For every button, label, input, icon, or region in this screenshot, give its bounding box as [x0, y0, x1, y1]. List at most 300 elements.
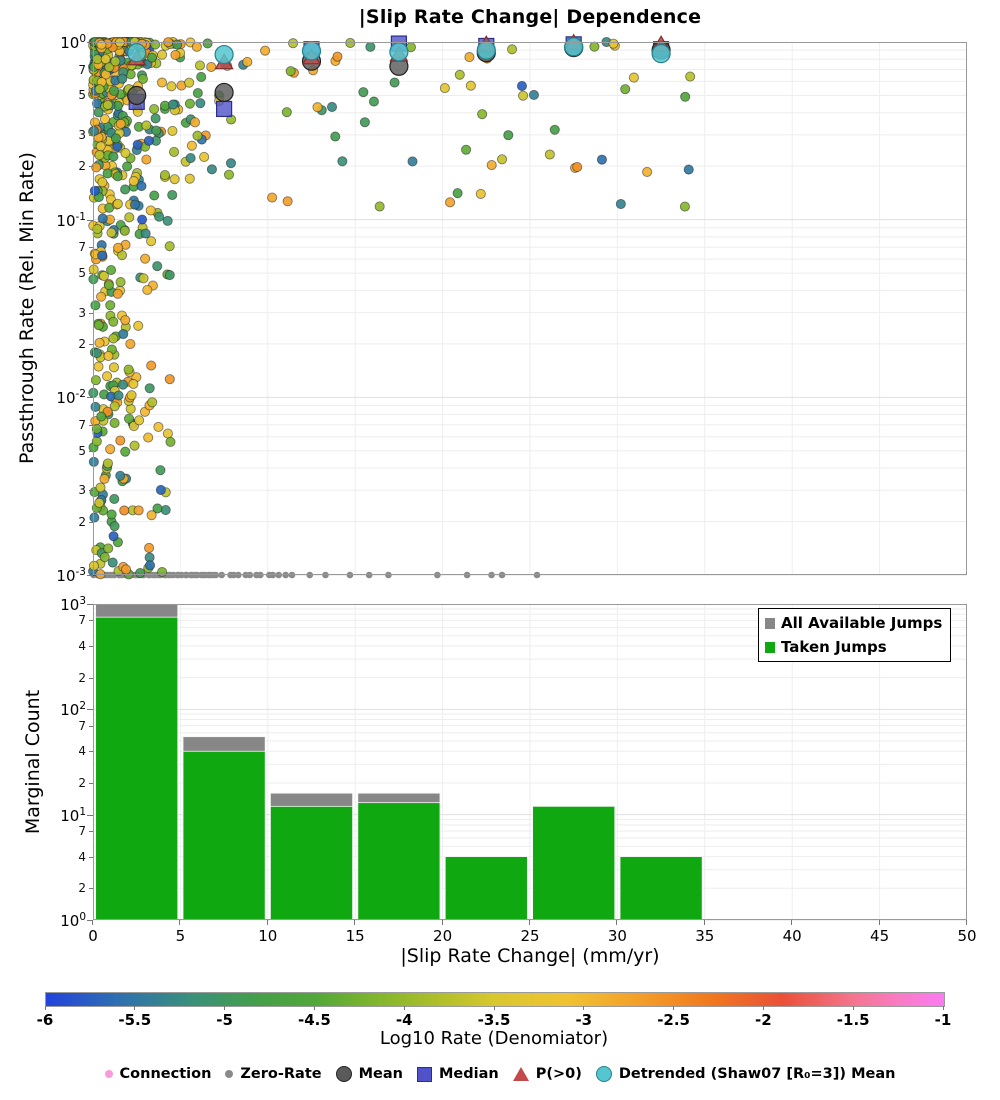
- scatter-point: [157, 78, 166, 87]
- scatter-point: [141, 229, 150, 238]
- scatter-point: [95, 85, 104, 94]
- scatter-point: [94, 108, 103, 117]
- scatter-point: [95, 338, 104, 347]
- scatter-point: [109, 86, 118, 95]
- scatter-point: [109, 532, 118, 541]
- scatter-point: [203, 39, 212, 48]
- colorbar-label: Log10 Rate (Denomiator): [379, 1028, 609, 1049]
- scatter-point: [680, 202, 689, 211]
- x-tick-mark: [92, 920, 93, 925]
- scatter-point: [141, 254, 150, 263]
- scatter-point: [134, 321, 143, 330]
- x-tick-mark: [354, 920, 355, 925]
- bar-taken: [270, 806, 352, 920]
- scatter-point: [113, 199, 122, 208]
- scatter-point: [186, 153, 195, 162]
- scatter-point: [573, 162, 582, 171]
- colorbar-tick-mark: [673, 1006, 674, 1010]
- bar-taken: [96, 617, 178, 920]
- detrended-marker-icon: [215, 46, 233, 64]
- scatter-point: [161, 505, 170, 514]
- scatter-point: [127, 391, 136, 400]
- scatter-point: [91, 301, 100, 310]
- scatter-point: [139, 274, 148, 283]
- y-tick-mark: [89, 857, 93, 858]
- scatter-point: [156, 485, 165, 494]
- scatter-point: [143, 285, 152, 294]
- scatter-point: [359, 88, 368, 97]
- median-square-icon: [417, 1067, 432, 1082]
- scatter-point: [150, 104, 159, 113]
- scatter-point: [165, 375, 174, 384]
- scatter-point: [133, 140, 142, 149]
- scatter-point: [288, 39, 297, 48]
- scatter-point: [497, 155, 506, 164]
- scatter-point: [158, 50, 167, 59]
- bar-taken: [183, 751, 265, 920]
- scatter-point: [119, 329, 128, 338]
- p-gt0-triangle-icon: [513, 1067, 529, 1081]
- scatter-point: [142, 121, 151, 130]
- scatter-point: [643, 167, 652, 176]
- scatter-point: [116, 277, 125, 286]
- scatter-point: [466, 81, 475, 90]
- y-tick-mark: [89, 646, 93, 647]
- colorbar-tick-mark: [134, 1006, 135, 1010]
- scatter-point: [597, 155, 606, 164]
- scatter-point: [550, 125, 559, 134]
- mean-circle-icon: [336, 1066, 352, 1082]
- y-tick-label: $10^{-3}$: [56, 566, 86, 585]
- y-tick-mark: [89, 678, 93, 679]
- x-tick-mark: [879, 920, 880, 925]
- scatter-point: [616, 199, 625, 208]
- scatter-point: [109, 334, 118, 343]
- scatter-point: [168, 126, 177, 135]
- scatter-point: [147, 511, 156, 520]
- colorbar-tick-label: -5.5: [118, 1011, 152, 1029]
- figure-legend-item: [225, 1066, 321, 1082]
- scatter-point: [144, 136, 153, 145]
- figure-legend-label: Detrended (Shaw07 [R₀=3]) Mean: [618, 1066, 896, 1082]
- scatter-point: [375, 202, 384, 211]
- mean-marker-icon: [128, 86, 146, 104]
- scatter-point: [111, 134, 120, 143]
- y-tick-label: 2: [78, 670, 86, 685]
- y-tick-mark: [87, 815, 93, 816]
- y-tick-label: 2: [78, 159, 86, 174]
- scatter-point: [123, 162, 132, 171]
- scatter-point: [207, 62, 216, 71]
- y-tick-mark: [87, 397, 93, 398]
- scatter-point: [369, 97, 378, 106]
- y-tick-mark: [89, 490, 93, 491]
- scatter-point: [100, 474, 109, 483]
- scatter-point: [476, 189, 485, 198]
- scatter-point: [101, 55, 110, 64]
- scatter-point: [200, 152, 209, 161]
- colorbar-tick-mark: [314, 1006, 315, 1010]
- scatter-point: [150, 191, 159, 200]
- scatter-point: [366, 42, 375, 51]
- colorbar: [45, 992, 945, 1007]
- y-tick-label: 7: [78, 718, 86, 733]
- scatter-point: [91, 376, 100, 385]
- scatter-point: [165, 242, 174, 251]
- y-tick-label: $10^1$: [60, 805, 86, 825]
- median-marker-icon: [217, 101, 232, 116]
- scatter-point: [113, 142, 122, 151]
- scatter-point: [440, 83, 449, 92]
- y-tick-label: $10^3$: [60, 595, 86, 614]
- scatter-point: [103, 100, 112, 109]
- scatter-point: [165, 271, 174, 280]
- scatter-panel: [93, 42, 967, 575]
- scatter-point: [268, 193, 277, 202]
- y-tick-label: $10^0$: [60, 33, 86, 52]
- scatter-point: [145, 561, 154, 570]
- colorbar-tick-label: -5: [216, 1011, 233, 1029]
- bar-taken: [445, 857, 527, 920]
- scatter-point: [113, 172, 122, 181]
- scatter-point: [243, 57, 252, 66]
- scatter-point: [453, 189, 462, 198]
- y-tick-label: 3: [78, 127, 86, 142]
- scatter-point: [144, 433, 153, 442]
- chart-title: |Slip Rate Change| Dependence: [358, 6, 702, 28]
- scatter-point: [168, 190, 177, 199]
- scatter-point: [98, 251, 107, 260]
- x-tick-label: 45: [870, 927, 890, 945]
- y-tick-mark: [89, 135, 93, 136]
- scatter-point: [121, 447, 130, 456]
- colorbar-tick-mark: [583, 1006, 584, 1010]
- scatter-point: [621, 85, 630, 94]
- scatter-point: [185, 78, 194, 87]
- scatter-point: [207, 165, 216, 174]
- y-tick-mark: [87, 709, 93, 710]
- scatter-point: [156, 466, 165, 475]
- scatter-point: [146, 206, 155, 215]
- scatter-point: [147, 361, 156, 370]
- scatter-point: [109, 363, 118, 372]
- scatter-point: [185, 99, 194, 108]
- scatter-point: [129, 379, 138, 388]
- scatter-point: [98, 178, 107, 187]
- scatter-point: [116, 471, 125, 480]
- scatter-point: [338, 157, 347, 166]
- scatter-point: [286, 67, 295, 76]
- detrended-circle-icon: [596, 1066, 612, 1082]
- y-tick-label: 5: [78, 443, 86, 458]
- colorbar-tick-label: -4: [395, 1011, 413, 1029]
- scatter-point: [126, 339, 135, 348]
- scatter-point: [108, 558, 117, 567]
- scatter-point: [147, 53, 156, 62]
- scatter-point: [160, 170, 169, 179]
- scatter-point: [545, 150, 554, 159]
- colorbar-tick-label: -2.5: [657, 1011, 690, 1029]
- y-tick-label: 7: [78, 240, 86, 255]
- y-tick-label: 3: [78, 305, 86, 320]
- x-tick-label: 0: [88, 927, 98, 945]
- scatter-point: [130, 200, 139, 209]
- scatter-point: [465, 52, 474, 61]
- scatter-data-group: [88, 35, 694, 579]
- figure-legend-item: [105, 1066, 212, 1082]
- colorbar-tick-label: -4.5: [297, 1011, 331, 1029]
- scatter-point: [151, 40, 160, 49]
- y-tick-mark: [89, 344, 93, 345]
- scatter-point: [153, 262, 162, 271]
- colorbar-tick-label: -1.5: [836, 1011, 870, 1029]
- x-axis-label: |Slip Rate Change| (mm/yr): [400, 945, 660, 967]
- figure-legend-label: Connection: [119, 1066, 212, 1082]
- scatter-point: [103, 459, 112, 468]
- scatter-point: [107, 228, 116, 237]
- scatter-point: [116, 119, 125, 128]
- connection-dot-icon: [105, 1070, 113, 1078]
- x-tick-label: 20: [433, 927, 453, 945]
- scatter-point: [111, 57, 120, 66]
- scatter-point: [224, 170, 233, 179]
- scatter-point: [110, 522, 119, 531]
- scatter-point: [130, 441, 139, 450]
- scatter-point: [91, 402, 100, 411]
- scatter-point: [121, 565, 130, 574]
- bar-taken: [620, 857, 702, 920]
- y-tick-label: 5: [78, 266, 86, 281]
- x-tick-mark: [442, 920, 443, 925]
- scatter-point: [313, 103, 322, 112]
- y-tick-mark: [89, 166, 93, 167]
- scatter-point: [110, 494, 119, 503]
- y-tick-label: 2: [78, 775, 86, 790]
- scatter-point: [93, 224, 102, 233]
- scatter-point: [114, 391, 123, 400]
- scatter-point: [102, 372, 111, 381]
- scatter-point: [154, 422, 163, 431]
- figure-legend-label: Zero-Rate: [240, 1066, 322, 1082]
- scatter-point: [518, 91, 527, 100]
- y-tick-label: $10^2$: [60, 700, 86, 720]
- scatter-point: [144, 543, 153, 552]
- figure-legend-label: P(>0): [535, 1066, 582, 1082]
- colorbar-tick-mark: [853, 1006, 854, 1010]
- scatter-svg: [93, 42, 967, 575]
- scatter-point: [185, 174, 194, 183]
- scatter-point: [135, 416, 144, 425]
- scatter-point: [260, 46, 269, 55]
- scatter-point: [408, 157, 417, 166]
- y-tick-mark: [89, 751, 93, 752]
- y-tick-mark: [89, 313, 93, 314]
- y-tick-mark: [89, 522, 93, 523]
- top-y-axis-label: Passthrough Rate (Rel. Min Rate): [16, 152, 38, 464]
- y-tick-label: 7: [78, 613, 86, 628]
- y-tick-mark: [89, 273, 93, 274]
- colorbar-tick-mark: [494, 1006, 495, 1010]
- y-tick-label: $10^{-2}$: [56, 388, 86, 408]
- y-tick-mark: [87, 575, 93, 576]
- scatter-point: [282, 108, 291, 117]
- scatter-point: [145, 384, 154, 393]
- scatter-point: [116, 436, 125, 445]
- bar-taken: [358, 803, 440, 920]
- scatter-point: [193, 131, 202, 140]
- y-tick-mark: [89, 620, 93, 621]
- scatter-point: [125, 213, 134, 222]
- scatter-point: [195, 61, 204, 70]
- legend-label: All Available Jumps: [781, 614, 943, 632]
- scatter-point: [151, 114, 160, 123]
- x-tick-label: 35: [695, 927, 715, 945]
- bottom-y-axis-label: Marginal Count: [22, 689, 44, 835]
- x-tick-label: 40: [782, 927, 802, 945]
- scatter-point: [104, 351, 113, 360]
- y-tick-mark: [89, 451, 93, 452]
- colorbar-tick-label: -6: [36, 1011, 54, 1029]
- scatter-point: [95, 151, 104, 160]
- y-tick-label: 4: [78, 744, 86, 759]
- y-tick-label: 5: [78, 88, 86, 103]
- y-tick-label: 7: [78, 62, 86, 77]
- scatter-point: [504, 131, 513, 140]
- x-tick-mark: [791, 920, 792, 925]
- scatter-point: [517, 81, 526, 90]
- scatter-point: [169, 147, 178, 156]
- y-tick-mark: [89, 888, 93, 889]
- scatter-point: [120, 506, 129, 515]
- x-tick-mark: [267, 920, 268, 925]
- colorbar-tick-mark: [224, 1006, 225, 1010]
- x-tick-mark: [529, 920, 530, 925]
- y-tick-mark: [89, 425, 93, 426]
- scatter-point: [226, 159, 235, 168]
- x-tick-mark: [704, 920, 705, 925]
- scatter-point: [455, 70, 464, 79]
- scatter-point: [120, 226, 129, 235]
- histogram-legend: [758, 608, 951, 662]
- scatter-point: [170, 175, 179, 184]
- mean-marker-icon: [215, 83, 233, 101]
- scatter-point: [193, 88, 202, 97]
- scatter-point: [187, 141, 196, 150]
- colorbar-tick-label: -2: [755, 1011, 772, 1029]
- scatter-point: [95, 498, 104, 507]
- scatter-point: [197, 72, 206, 81]
- colorbar-tick-mark: [763, 1006, 764, 1010]
- scatter-point: [98, 214, 107, 223]
- scatter-point: [104, 281, 113, 290]
- scatter-point: [96, 142, 105, 151]
- y-tick-mark: [89, 247, 93, 248]
- y-tick-label: 3: [78, 483, 86, 498]
- x-tick-mark: [966, 920, 967, 925]
- legend-item-all-available: [765, 614, 942, 632]
- scatter-point: [154, 212, 163, 221]
- scatter-point: [137, 215, 146, 224]
- scatter-point: [142, 155, 151, 164]
- scatter-point: [118, 380, 127, 389]
- scatter-point: [92, 163, 101, 172]
- scatter-point: [113, 243, 122, 252]
- scatter-point: [487, 160, 496, 169]
- y-tick-mark: [87, 42, 93, 43]
- scatter-point: [158, 567, 167, 576]
- x-tick-label: 30: [607, 927, 627, 945]
- scatter-point: [106, 301, 115, 310]
- colorbar-tick-mark: [404, 1006, 405, 1010]
- scatter-point: [333, 52, 342, 61]
- scatter-point: [507, 45, 516, 54]
- scatter-point: [196, 99, 205, 108]
- scatter-point: [96, 483, 105, 492]
- scatter-point: [106, 445, 115, 454]
- y-tick-mark: [87, 604, 93, 605]
- y-tick-label: $10^{-1}$: [56, 210, 86, 230]
- scatter-point: [152, 126, 161, 135]
- x-tick-label: 25: [520, 927, 540, 945]
- scatter-point: [609, 39, 618, 48]
- scatter-point: [109, 317, 118, 326]
- scatter-point: [148, 398, 157, 407]
- y-tick-label: 2: [78, 336, 86, 351]
- scatter-point: [97, 40, 106, 49]
- figure-legend-item: [596, 1066, 896, 1082]
- scatter-point: [331, 132, 340, 141]
- y-tick-label: 7: [78, 417, 86, 432]
- scatter-point: [192, 42, 201, 51]
- figure-legend-item: [336, 1066, 403, 1082]
- scatter-point: [121, 316, 130, 325]
- scatter-point: [171, 50, 180, 59]
- scatter-point: [129, 177, 138, 186]
- scatter-point: [90, 186, 99, 195]
- scatter-point: [163, 216, 172, 225]
- scatter-point: [686, 72, 695, 81]
- scatter-point: [100, 553, 109, 562]
- scatter-point: [97, 412, 106, 421]
- y-tick-label: 4: [78, 849, 86, 864]
- y-tick-mark: [89, 783, 93, 784]
- scatter-point: [134, 506, 143, 515]
- zero_rate-dot-icon: [225, 1070, 233, 1078]
- scatter-point: [166, 437, 175, 446]
- scatter-point: [590, 42, 599, 51]
- y-tick-mark: [87, 220, 93, 221]
- figure-legend-label: Median: [438, 1066, 499, 1082]
- legend-item-taken: [765, 638, 942, 656]
- detrended-marker-icon: [303, 42, 321, 60]
- scatter-point: [124, 365, 133, 374]
- x-tick-label: 10: [258, 927, 278, 945]
- scatter-point: [327, 102, 336, 111]
- scatter-point: [121, 185, 130, 194]
- scatter-point: [109, 152, 118, 161]
- x-tick-mark: [179, 920, 180, 925]
- scatter-point: [96, 292, 105, 301]
- detrended-marker-icon: [390, 43, 408, 61]
- scatter-point: [104, 544, 113, 553]
- y-tick-label: 2: [78, 514, 86, 529]
- colorbar-tick-mark: [943, 1006, 944, 1010]
- scatter-point: [445, 198, 454, 207]
- x-tick-label: 15: [345, 927, 365, 945]
- detrended-marker-icon: [128, 44, 146, 62]
- y-tick-label: 4: [78, 638, 86, 653]
- y-tick-mark: [89, 726, 93, 727]
